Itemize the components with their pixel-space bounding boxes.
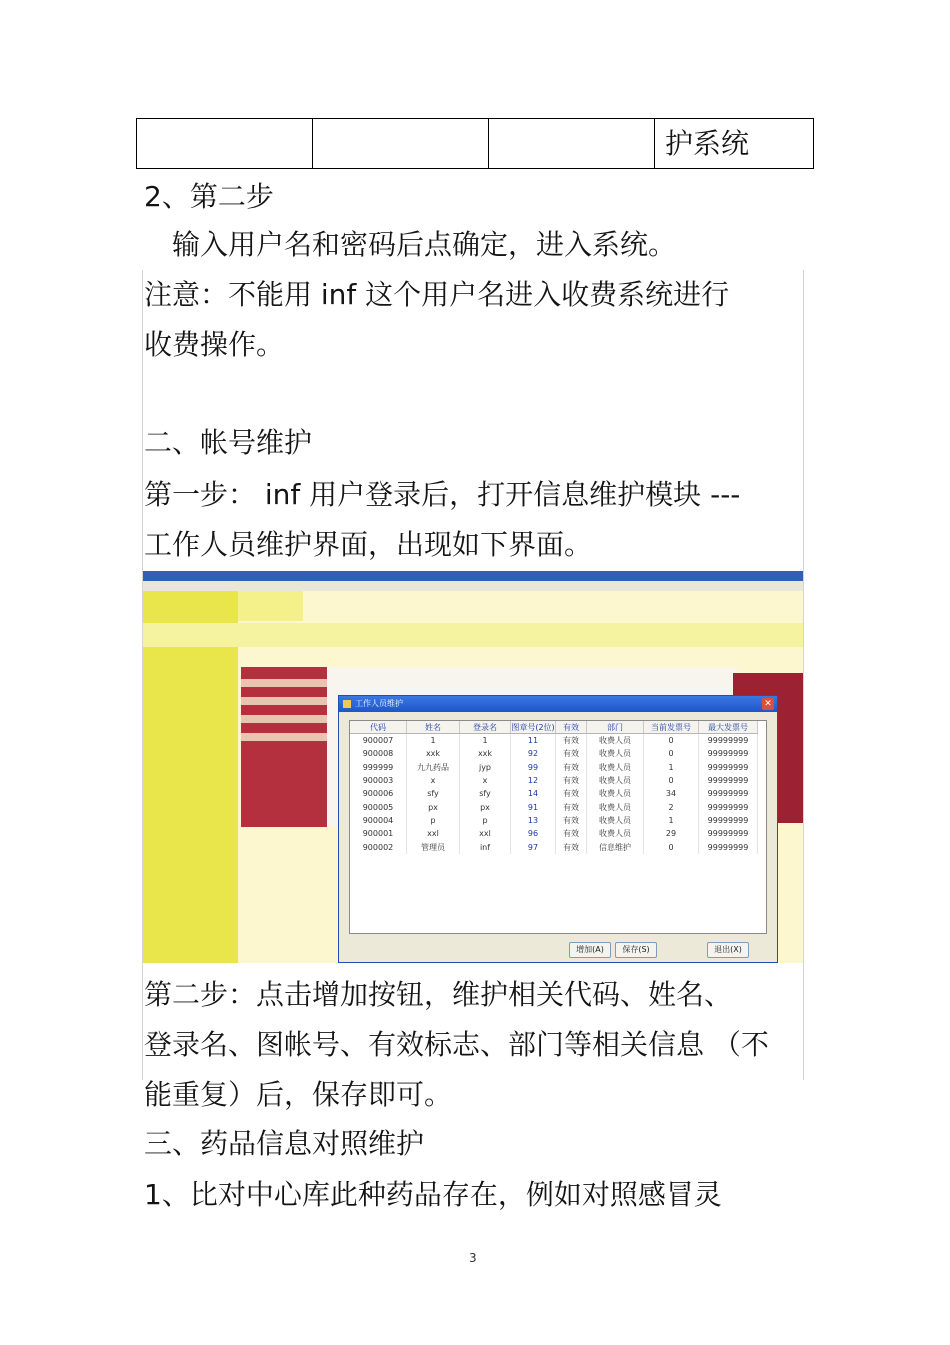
- table-cell: inf: [460, 840, 511, 853]
- column-header[interactable]: 最大发票号: [699, 721, 758, 734]
- table-cell: [489, 119, 655, 168]
- save-button[interactable]: 保存(S): [615, 942, 657, 958]
- table-cell: 收费人员: [587, 814, 644, 827]
- decor-band: [143, 623, 803, 647]
- table-cell: 91: [511, 800, 556, 813]
- staff-grid: [349, 720, 767, 934]
- table-cell: 99999999: [699, 840, 758, 853]
- table-cell: xxl: [407, 827, 460, 840]
- table-cell: 99999999: [699, 827, 758, 840]
- table-cell: 收费人员: [587, 787, 644, 800]
- table-cell: [137, 119, 313, 168]
- paragraph: 能重复）后，保存即可。: [144, 1078, 453, 1111]
- table-cell: x: [460, 774, 511, 787]
- table-cell: 有效: [556, 800, 587, 813]
- table-cell: 13: [511, 814, 556, 827]
- dialog-titlebar: [339, 696, 777, 712]
- table-row[interactable]: [350, 800, 758, 813]
- section-heading: 三、药品信息对照维护: [144, 1127, 425, 1160]
- column-header[interactable]: 登录名: [460, 721, 511, 734]
- table-row[interactable]: [350, 774, 758, 787]
- table-cell: 11: [511, 734, 556, 748]
- paragraph: 第二步：点击增加按钮，维护相关代码、姓名、: [144, 978, 733, 1011]
- paragraph: 第一步： inf 用户登录后，打开信息维护模块 ---: [144, 478, 741, 511]
- table-cell: p: [460, 814, 511, 827]
- table-cell: 收费人员: [587, 827, 644, 840]
- column-header[interactable]: 当前发票号: [644, 721, 699, 734]
- table-cell: 收费人员: [587, 800, 644, 813]
- table-cell: xxk: [460, 747, 511, 760]
- column-header[interactable]: 姓名: [407, 721, 460, 734]
- decor-stripes: [241, 667, 327, 827]
- table-cell: 管理员: [407, 840, 460, 853]
- table-cell: 0: [644, 774, 699, 787]
- section-heading: 二、帐号维护: [144, 426, 313, 459]
- note-line: 注意：不能用 inf 这个用户名进入收费系统进行: [144, 278, 730, 311]
- table-cell: 999999: [350, 761, 407, 774]
- table-cell: 有效: [556, 840, 587, 853]
- table-cell: 99999999: [699, 787, 758, 800]
- top-table: [136, 118, 814, 169]
- table-cell: 有效: [556, 747, 587, 760]
- table-cell: p: [407, 814, 460, 827]
- table-cell: 收费人员: [587, 747, 644, 760]
- table-cell: 97: [511, 840, 556, 853]
- table-cell: 0: [644, 747, 699, 760]
- table-cell: 收费人员: [587, 734, 644, 748]
- table-cell: 有效: [556, 827, 587, 840]
- table-cell: 900007: [350, 734, 407, 748]
- app-titlebar: [143, 571, 803, 581]
- table-row[interactable]: [350, 747, 758, 760]
- app-menubar: [143, 581, 803, 591]
- table-cell: 900001: [350, 827, 407, 840]
- table-cell: 900005: [350, 800, 407, 813]
- staff-table: [350, 721, 758, 854]
- table-cell: 1: [644, 814, 699, 827]
- table-cell: 92: [511, 747, 556, 760]
- table-cell: xxk: [407, 747, 460, 760]
- table-cell: sfy: [460, 787, 511, 800]
- dialog-title: 工作人员维护: [355, 699, 403, 708]
- paragraph: 工作人员维护界面，出现如下界面。: [144, 528, 593, 561]
- table-cell-text: 护系统: [665, 127, 750, 160]
- table-cell: 收费人员: [587, 774, 644, 787]
- table-cell: 九九药品: [407, 761, 460, 774]
- table-cell: sfy: [407, 787, 460, 800]
- table-cell: 1: [460, 734, 511, 748]
- table-cell: xxl: [460, 827, 511, 840]
- table-row[interactable]: [350, 787, 758, 800]
- table-cell: 有效: [556, 774, 587, 787]
- table-cell: 收费人员: [587, 761, 644, 774]
- table-cell: 99999999: [699, 774, 758, 787]
- step-heading: 2、第二步: [144, 180, 274, 213]
- table-cell: px: [407, 800, 460, 813]
- table-row[interactable]: [350, 827, 758, 840]
- table-cell: 99999999: [699, 761, 758, 774]
- table-cell: 29: [644, 827, 699, 840]
- table-cell: 99999999: [699, 814, 758, 827]
- table-cell: 0: [644, 840, 699, 853]
- table-cell: 99999999: [699, 734, 758, 748]
- close-icon[interactable]: ✕: [762, 698, 774, 710]
- paragraph: 输入用户名和密码后点确定，进入系统。: [172, 228, 677, 261]
- page-number: 3: [469, 1251, 477, 1265]
- paragraph: 登录名、图帐号、有效标志、部门等相关信息 （不: [144, 1028, 769, 1061]
- table-cell: 12: [511, 774, 556, 787]
- table-cell: 信息维护: [587, 840, 644, 853]
- paragraph: 1、比对中心库此种药品存在，例如对照感冒灵: [144, 1178, 722, 1211]
- table-cell: 1: [407, 734, 460, 748]
- table-header-row: [350, 721, 758, 734]
- decor-band: [238, 591, 303, 621]
- column-header[interactable]: 图章号(2位): [511, 722, 555, 732]
- table-cell: 1: [644, 761, 699, 774]
- table-cell: 有效: [556, 787, 587, 800]
- add-button[interactable]: 增加(A): [569, 942, 611, 958]
- table-cell: 900006: [350, 787, 407, 800]
- table-cell: 900004: [350, 814, 407, 827]
- staff-maintenance-dialog: [338, 695, 778, 963]
- table-cell: 有效: [556, 734, 587, 748]
- exit-button[interactable]: 退出(X): [707, 942, 749, 958]
- table-cell: [313, 119, 489, 168]
- table-cell: 900008: [350, 747, 407, 760]
- table-row[interactable]: [350, 734, 758, 748]
- table-cell: 有效: [556, 814, 587, 827]
- table-row[interactable]: [350, 840, 758, 853]
- table-cell: 99999999: [699, 800, 758, 813]
- table-row[interactable]: [350, 761, 758, 774]
- table-cell: 99999999: [699, 747, 758, 760]
- column-header[interactable]: 部门: [587, 721, 644, 734]
- table-cell: jyp: [460, 761, 511, 774]
- column-header[interactable]: 代码: [350, 721, 407, 734]
- table-cell: [655, 119, 813, 168]
- table-cell: 34: [644, 787, 699, 800]
- column-header[interactable]: 有效: [556, 721, 587, 734]
- table-row[interactable]: [350, 814, 758, 827]
- table-cell: x: [407, 774, 460, 787]
- table-cell: px: [460, 800, 511, 813]
- embedded-screenshot: [143, 571, 803, 963]
- table-cell: 0: [644, 734, 699, 748]
- table-cell: 99: [511, 761, 556, 774]
- table-cell: 14: [511, 787, 556, 800]
- app-icon: [343, 700, 351, 708]
- table-cell: 900003: [350, 774, 407, 787]
- table-cell: 有效: [556, 761, 587, 774]
- table-cell: 900002: [350, 840, 407, 853]
- table-cell: 96: [511, 827, 556, 840]
- table-cell: 2: [644, 800, 699, 813]
- table-body: [350, 734, 758, 854]
- note-line: 收费操作。: [144, 328, 285, 361]
